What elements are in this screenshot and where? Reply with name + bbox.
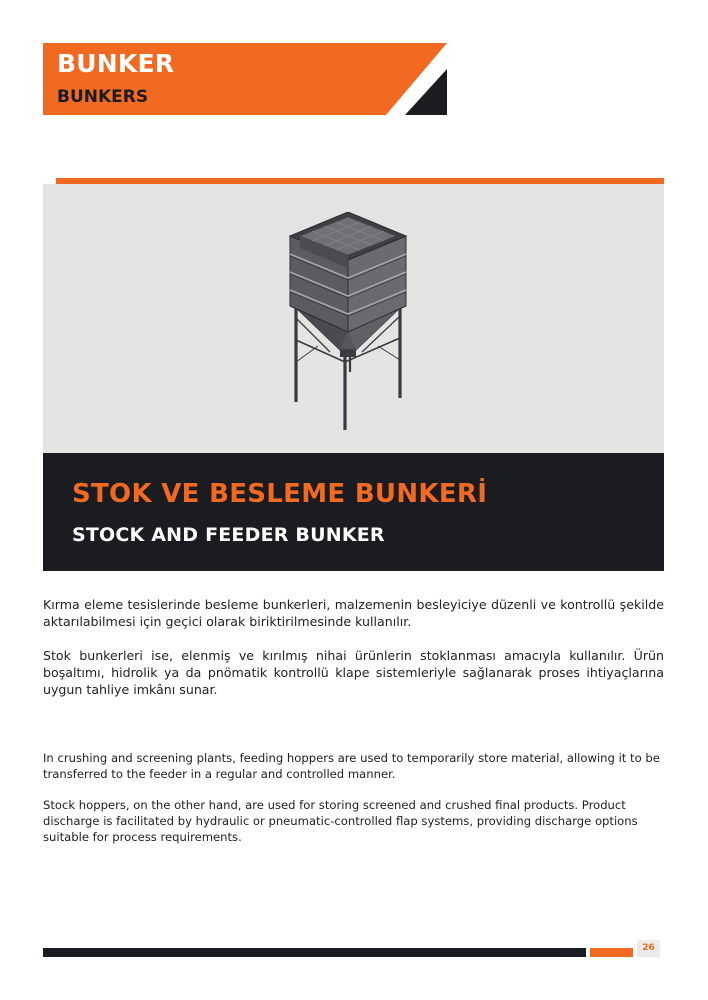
body-paragraph-en-1: In crushing and screening plants, feeding hoppers are used to temporarily store material, allowing it to be transferred to the feeder in a regular and controlled manner. (43, 751, 660, 781)
body-paragraph-tr-2: Stok bunkerleri ise, elenmiş ve kırılmış nihai ürünlerin stoklanması amacıyla kullanılır. Ürün boşaltımı, hidrolik ya da pnömatik kontrollü klape sistemleriyle sağlanarak proses ihtiyaçlarına uygun tahliye imkânı sunar. (43, 648, 664, 697)
footer-orange-bar (590, 948, 633, 957)
body-paragraph-en-2: Stock hoppers, on the other hand, are used for storing screened and crushed final products. Product discharge is facilitated by hydraulic or pneumatic-controlled flap systems, providing discharge options suitable for process requirements. (43, 798, 638, 844)
bunker-illustration-icon (288, 212, 408, 434)
product-image-panel (43, 184, 664, 453)
header-title: BUNKER (57, 49, 175, 78)
section-title-tr: STOK VE BESLEME BUNKERİ (72, 479, 488, 509)
header-subtitle: BUNKERS (57, 87, 149, 107)
page-number: 26 (637, 940, 660, 957)
footer-dark-bar (43, 948, 586, 957)
section-title-band (43, 453, 664, 571)
body-paragraph-tr-1: Kırma eleme tesislerinde besleme bunkerleri, malzemenin besleyiciye düzenli ve kontrollü şekilde aktarılabilmesi için geçici olarak biriktirilmesinde kullanılır. (43, 597, 664, 629)
header-tab (43, 43, 447, 115)
section-title-en: STOCK AND FEEDER BUNKER (72, 524, 385, 546)
